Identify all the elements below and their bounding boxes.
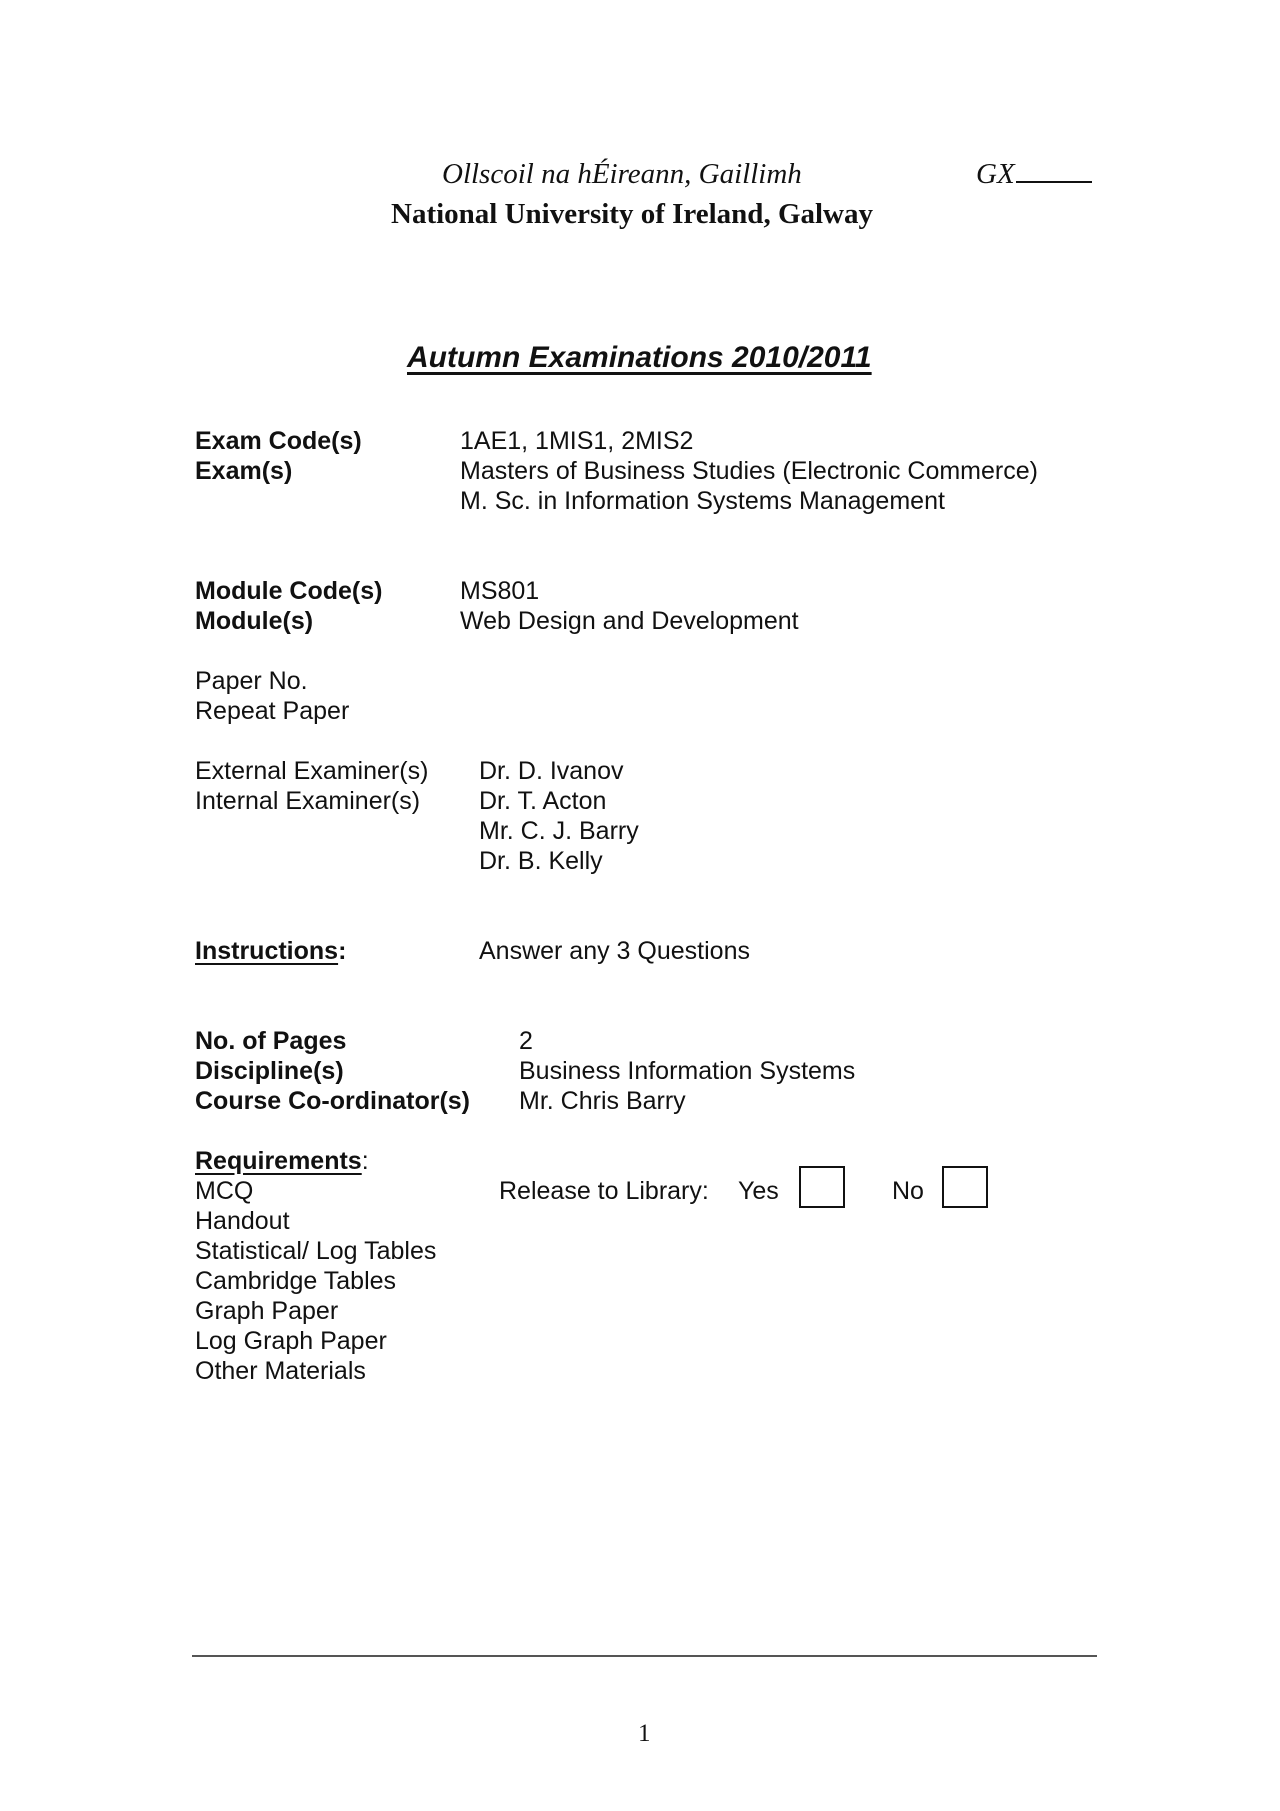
footer-rule	[192, 1655, 1097, 1657]
discipline-label: Discipline(s)	[195, 1057, 344, 1085]
requirements-label: Requirements	[195, 1147, 362, 1175]
gx-code-field	[976, 158, 1092, 191]
coordinator-label: Course Co-ordinator(s)	[195, 1087, 470, 1115]
module-code-label: Module Code(s)	[195, 577, 383, 605]
pages-value: 2	[519, 1027, 533, 1055]
discipline-value: Business Information Systems	[519, 1057, 856, 1085]
gx-label: GX	[976, 158, 1015, 190]
instructions-colon: :	[338, 937, 347, 965]
release-to-library-label: Release to Library:	[499, 1177, 709, 1205]
requirement-item: Statistical/ Log Tables	[195, 1237, 437, 1265]
instructions-label: Instructions	[195, 937, 339, 965]
page-number: 1	[638, 1720, 651, 1747]
exam-code-label: Exam Code(s)	[195, 427, 362, 455]
release-no-label: No	[892, 1177, 924, 1205]
exam-title: Autumn Examinations 2010/2011	[407, 341, 872, 374]
module-code-value: MS801	[460, 577, 540, 605]
examiner-name: Mr. C. J. Barry	[479, 817, 639, 845]
requirements-colon: :	[361, 1147, 369, 1175]
paper-no-label: Paper No.	[195, 667, 308, 695]
examiner-name: Dr. T. Acton	[479, 787, 607, 815]
release-yes-checkbox[interactable]	[799, 1166, 845, 1208]
requirement-item: Graph Paper	[195, 1297, 339, 1325]
requirement-item: Log Graph Paper	[195, 1327, 387, 1355]
instructions-label-group	[195, 936, 346, 966]
exam-code-value: 1AE1, 1MIS1, 2MIS2	[460, 427, 694, 455]
exam-name-1: Masters of Business Studies (Electronic Commerce)	[460, 457, 1038, 485]
requirement-item: Handout	[195, 1207, 290, 1235]
repeat-paper-label: Repeat Paper	[195, 697, 350, 725]
examiner-name: Dr. B. Kelly	[479, 847, 603, 875]
requirement-item: Cambridge Tables	[195, 1267, 397, 1295]
examiner-name: Dr. D. Ivanov	[479, 757, 624, 785]
module-name-value: Web Design and Development	[460, 607, 799, 635]
instructions-value: Answer any 3 Questions	[479, 937, 750, 965]
gx-blank-line	[1016, 159, 1092, 183]
university-english-name: National University of Ireland, Galway	[391, 198, 873, 230]
coordinator-value: Mr. Chris Barry	[519, 1087, 686, 1115]
release-yes-label: Yes	[738, 1177, 779, 1205]
university-irish-name: Ollscoil na hÉireann, Gaillimh	[442, 158, 802, 190]
modules-label: Module(s)	[195, 607, 314, 635]
exam-name-2: M. Sc. in Information Systems Management	[460, 487, 945, 515]
internal-examiner-label: Internal Examiner(s)	[195, 787, 421, 815]
requirement-item: Other Materials	[195, 1357, 366, 1385]
release-no-checkbox[interactable]	[942, 1166, 988, 1208]
external-examiner-label: External Examiner(s)	[195, 757, 429, 785]
pages-label: No. of Pages	[195, 1027, 347, 1055]
exams-label: Exam(s)	[195, 457, 293, 485]
requirements-label-group	[195, 1146, 369, 1176]
requirement-item: MCQ	[195, 1177, 254, 1205]
